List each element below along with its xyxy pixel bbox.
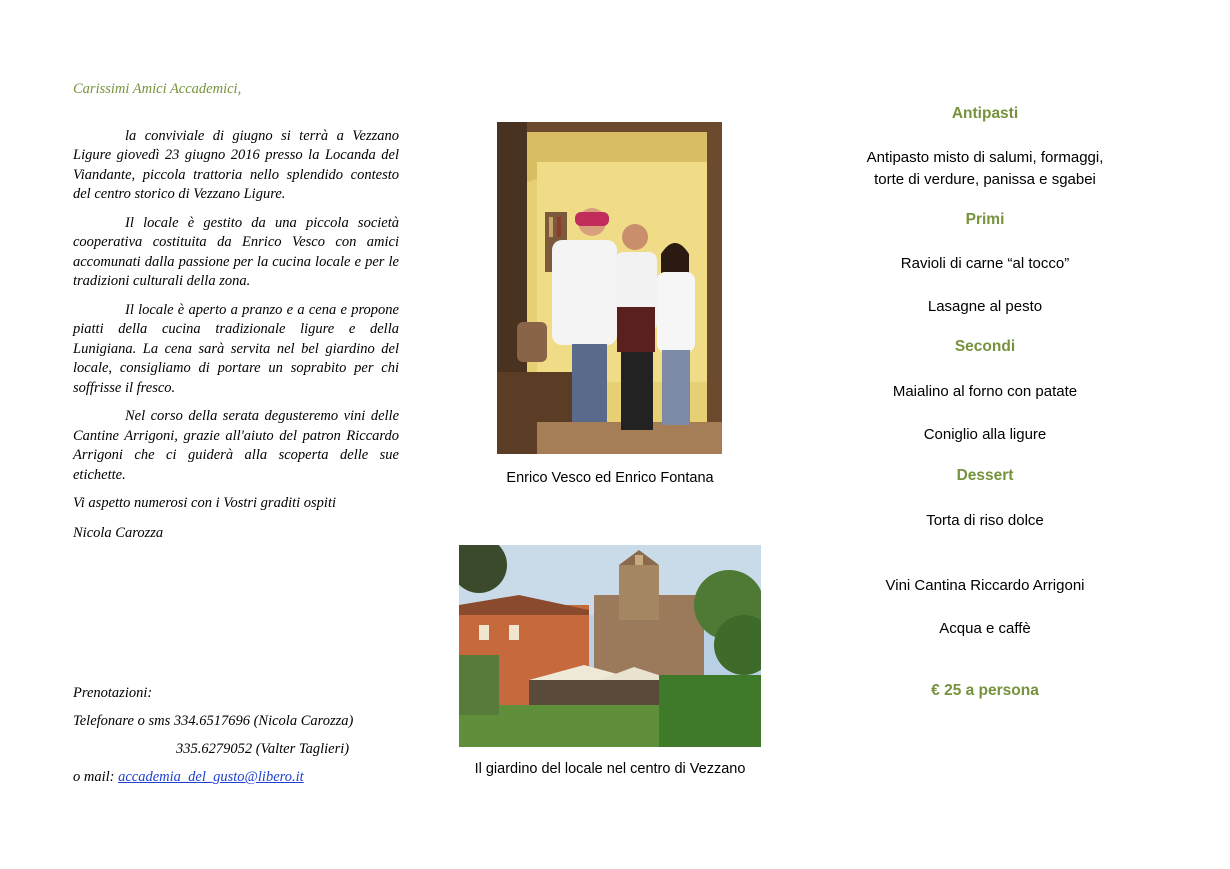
- menu-item: Antipasto misto di salumi, formaggi,: [866, 149, 1104, 166]
- photo-chefs-illustration: [497, 122, 722, 454]
- menu-item-water: Acqua e caffè: [939, 620, 1031, 637]
- menu-heading-dessert: Dessert: [956, 467, 1014, 484]
- letter-paragraph: Il locale è aperto a pranzo e a cena e propone piatti della cucina tradizionale ligure e della Lunigiana. La cena sarà servita nel bel giardino del locale, consigliamo di portare un soprabito per chi soffrisse il fresco.: [73, 301, 399, 396]
- mail-prefix: o mail:: [73, 769, 119, 785]
- booking-info: [73, 679, 353, 791]
- photo-garden-illustration: [459, 545, 761, 747]
- menu-item: Torta di riso dolce: [926, 512, 1044, 529]
- menu-column: [845, 105, 1125, 700]
- menu-item: Coniglio alla ligure: [923, 426, 1047, 443]
- letter-column: [73, 80, 399, 552]
- booking-mail: [73, 763, 353, 791]
- letter-paragraph: la conviviale di giugno si terrà a Vezzano Ligure giovedì 23 giugno 2016 presso la Locanda del Viandante, piccola trattoria nello splendido contesto del centro storico di Vezzano Ligure.: [73, 127, 399, 202]
- booking-phone-1: Telefonare o sms 334.6517696 (Nicola Carozza): [73, 713, 354, 729]
- menu-item: Ravioli di carne “al tocco”: [900, 255, 1070, 272]
- menu-item: torte di verdure, panissa e sgabei: [874, 171, 1096, 188]
- closing-line: Vi aspetto numerosi con i Vostri graditi ospiti: [73, 495, 337, 511]
- letter-paragraph: Nel corso della serata degusteremo vini delle Cantine Arrigoni, grazie all'aiuto del patron Riccardo Arrigoni che ci guiderà alla scoperta delle sue etichette.: [73, 408, 399, 483]
- email-link[interactable]: accademia_del_gusto@libero.it: [118, 769, 304, 785]
- booking-phone-2: 335.6279052 (Valter Taglieri): [176, 741, 350, 757]
- signature: Nicola Carozza: [73, 524, 164, 541]
- letter-paragraph: Il locale è gestito da una piccola società cooperativa costituita da Enrico Vesco con amici accomunati dalla passione per la cucina locale e per le tradizioni culturali della zona.: [73, 214, 399, 289]
- menu-item-wine: Vini Cantina Riccardo Arrigoni: [885, 577, 1085, 594]
- photo-chefs-caption: Enrico Vesco ed Enrico Fontana: [506, 470, 714, 486]
- price: € 25 a persona: [931, 682, 1039, 699]
- menu-heading-antipasti: Antipasti: [951, 105, 1019, 122]
- menu-heading-secondi: Secondi: [954, 338, 1016, 355]
- menu-heading-primi: Primi: [965, 211, 1005, 228]
- menu-item: Maialino al forno con patate: [892, 383, 1078, 400]
- photo-chefs: [497, 122, 722, 454]
- booking-title: Prenotazioni:: [73, 685, 153, 701]
- menu-item: Lasagne al pesto: [927, 298, 1043, 315]
- photo-garden-caption: Il giardino del locale nel centro di Vezzano: [474, 761, 746, 777]
- photo-garden: [459, 545, 761, 747]
- greeting: Carissimi Amici Accademici,: [73, 81, 242, 97]
